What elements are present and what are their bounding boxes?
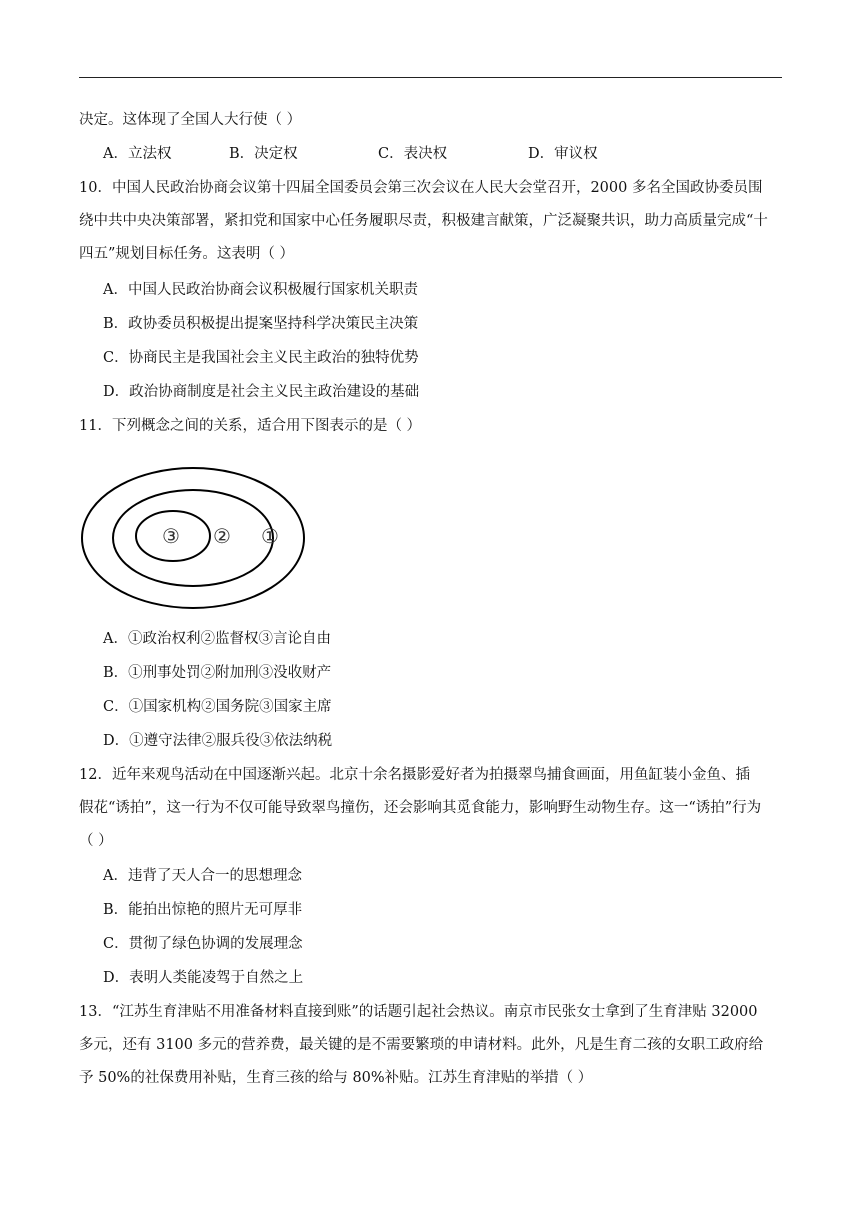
q9-option-b[interactable]: B．决定权	[229, 146, 298, 162]
q10-stem-line-1: 10．中国人民政治协商会议第十四届全国委员会第三次会议在人民大会堂召开，2000 多名全国政协委员围	[79, 180, 763, 196]
q10-stem-line-3: 四五”规划目标任务。这表明（ ）	[79, 246, 295, 262]
q10-option-a[interactable]: A．中国人民政治协商会议积极履行国家机关职责	[103, 282, 418, 298]
q10-option-b[interactable]: B．政协委员积极提出提案坚持科学决策民主决策	[103, 316, 419, 332]
q11-option-d[interactable]: D．①遵守法律②服兵役③依法纳税	[103, 733, 333, 749]
q11-option-a[interactable]: A．①政治权利②监督权③言论自由	[103, 631, 331, 647]
q9-stem-tail: 决定。这体现了全国人大行使（ ）	[79, 112, 302, 128]
q11-option-b[interactable]: B．①刑事处罚②附加刑③没收财产	[103, 665, 332, 681]
q13-stem-line-3: 予 50%的社保费用补贴，生育三孩的给与 80%补贴。江苏生育津贴的举措（ ）	[79, 1070, 593, 1086]
q10-option-c[interactable]: C．协商民主是我国社会主义民主政治的独特优势	[103, 350, 419, 366]
q12-stem-line-2: 假花“诱拍”，这一行为不仅可能导致翠鸟撞伤，还会影响其觅食能力，影响野生动物生存。这一“诱拍”行为	[79, 800, 762, 816]
q9-option-d[interactable]: D．审议权	[528, 146, 598, 162]
nested-ellipses-diagram	[80, 465, 310, 613]
q12-option-a[interactable]: A．违背了天人合一的思想理念	[103, 868, 302, 884]
q10-option-d[interactable]: D．政治协商制度是社会主义民主政治建设的基础	[103, 384, 420, 400]
q12-option-d[interactable]: D．表明人类能凌驾于自然之上	[103, 970, 304, 986]
q11-stem: 11．下列概念之间的关系，适合用下图表示的是（ ）	[79, 418, 422, 434]
q12-option-b[interactable]: B．能拍出惊艳的照片无可厚非	[103, 902, 303, 918]
q9-option-a[interactable]: A．立法权	[103, 146, 172, 162]
header-rule	[79, 77, 782, 78]
q12-stem-line-1: 12．近年来观鸟活动在中国逐渐兴起。北京十余名摄影爱好者为拍摄翠鸟捕食画面，用鱼缸装小金鱼、插	[79, 767, 750, 783]
q13-stem-line-2: 多元，还有 3100 多元的营养费，最关键的是不需要繁琐的申请材料。此外，凡是生育二孩的女职工政府给	[79, 1037, 764, 1053]
q12-option-c[interactable]: C．贯彻了绿色协调的发展理念	[103, 936, 303, 952]
q13-stem-line-1: 13．“江苏生育津贴不用准备材料直接到账”的话题引起社会热议。南京市民张女士拿到了生育津贴 32000	[79, 1004, 758, 1020]
q9-option-c[interactable]: C．表决权	[378, 146, 448, 162]
q11-option-c[interactable]: C．①国家机构②国务院③国家主席	[103, 699, 332, 715]
label-2: ②	[213, 524, 231, 548]
label-3: ③	[162, 524, 180, 548]
q10-stem-line-2: 绕中共中央决策部署，紧扣党和国家中心任务履职尽责，积极建言献策，广泛凝聚共识，助力高质量完成“十	[79, 213, 768, 229]
label-1: ①	[261, 524, 279, 548]
q12-stem-line-3: （ ）	[79, 833, 113, 849]
